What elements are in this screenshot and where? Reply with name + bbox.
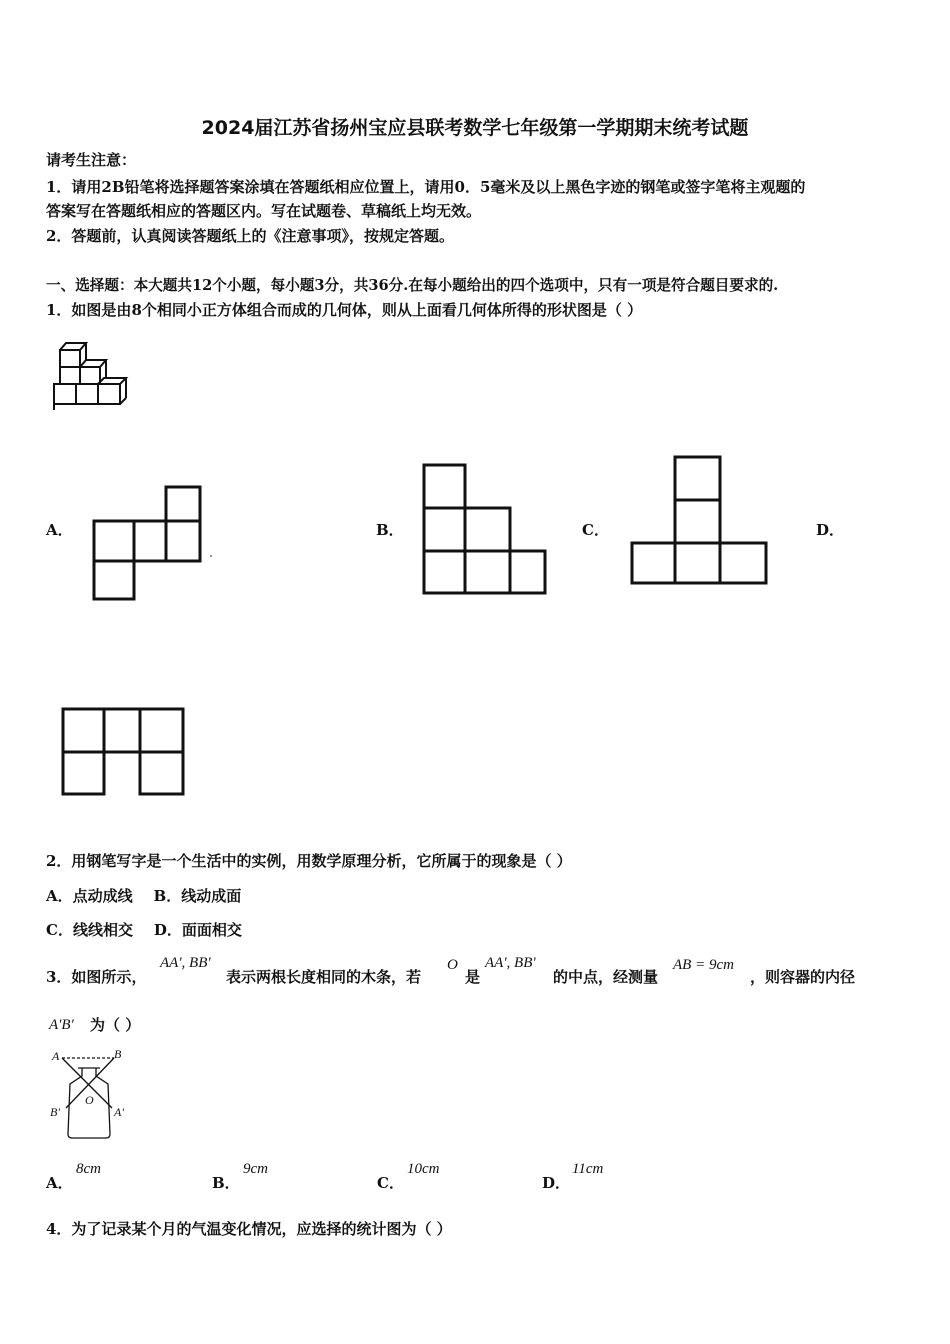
- q3-option-c-label: C．: [377, 1174, 404, 1192]
- q3-option-d-value: 11cm: [572, 1161, 604, 1177]
- q1-option-a-figure: [90, 484, 215, 602]
- q3-option-a-value: 8cm: [76, 1161, 101, 1177]
- q1-option-d-label: D．: [816, 521, 845, 539]
- q3-container-figure: [48, 1042, 138, 1142]
- q3-option-b-label: B．: [212, 1174, 240, 1192]
- q3-math-apbp: A'B': [49, 1017, 74, 1033]
- page-title: 2024届江苏省扬州宝应县联考数学七年级第一学期期末统考试题: [201, 117, 749, 139]
- q3-stem-part-5: ，则容器的内径: [750, 968, 856, 986]
- q3-fig-label-b: B: [114, 1047, 122, 1061]
- q3-option-a-label: A．: [46, 1174, 73, 1192]
- q1-option-c-label: C．: [582, 521, 609, 539]
- q3-option-b-value: 9cm: [243, 1161, 268, 1177]
- section-heading: 一、选择题：本大题共12个小题，每小题3分，共36分.在每小题给出的四个选项中，只有一项是符合题目要求的.: [46, 277, 779, 294]
- q1-option-b-figure: [421, 462, 549, 597]
- q3-math-aa-bb: AA', BB': [160, 955, 211, 971]
- q3-fig-label-a: A: [52, 1049, 60, 1063]
- q3-stem-part-6: 为（ ）: [90, 1016, 141, 1034]
- notice-line-2: 2．答题前，认真阅读答题纸上的《注意事项》，按规定答题。: [46, 227, 454, 245]
- q1-stem: 1．如图是由8个相同小正方体组合而成的几何体，则从上面看几何体所得的形状图是（ ）: [46, 301, 643, 319]
- q1-option-c-figure: [629, 454, 771, 588]
- q1-option-d-figure: [60, 706, 188, 798]
- q3-math-o: O: [447, 957, 458, 973]
- q3-option-c-value: 10cm: [407, 1161, 440, 1177]
- q1-option-b-label: B．: [376, 521, 404, 539]
- q3-fig-label-o: O: [85, 1093, 94, 1107]
- q3-stem-part-2: 表示两根长度相同的木条，若: [226, 968, 422, 986]
- notice-heading: 请考生注意：: [46, 151, 137, 169]
- q3-stem-part-4: 的中点，经测量: [553, 968, 659, 986]
- q3-option-d-label: D．: [542, 1174, 571, 1192]
- q3-math-aa-bb-2: AA', BB': [485, 955, 536, 971]
- notice-line-1a: 1．请用2B铅笔将选择题答案涂填在答题纸相应位置上，请用0．5毫米及以上黑色字迹的钢笔或签字笔将主观题的: [46, 178, 806, 196]
- notice-line-1b: 答案写在答题纸相应的答题区内。写在试题卷、草稿纸上均无效。: [46, 202, 482, 220]
- q3-fig-label-ap: A': [114, 1105, 124, 1119]
- q1-cube-figure: [52, 340, 134, 412]
- q3-stem-part-3: 是: [465, 968, 481, 986]
- q1-option-a-label: A．: [46, 521, 73, 539]
- q3-stem-part-1: 3．如图所示，: [46, 968, 147, 986]
- q4-stem: 4．为了记录某个月的气温变化情况，应选择的统计图为（ ）: [46, 1220, 452, 1238]
- q2-stem: 2．用钢笔写字是一个生活中的实例，用数学原理分析，它所属于的现象是（ ）: [46, 852, 572, 870]
- q2-options-row-2: C．线线相交 D．面面相交: [46, 921, 242, 939]
- q2-options-row-1: A．点动成线 B．线动成面: [46, 887, 242, 905]
- q3-math-ab: AB = 9cm: [673, 957, 734, 973]
- q3-fig-label-bp: B': [50, 1105, 60, 1119]
